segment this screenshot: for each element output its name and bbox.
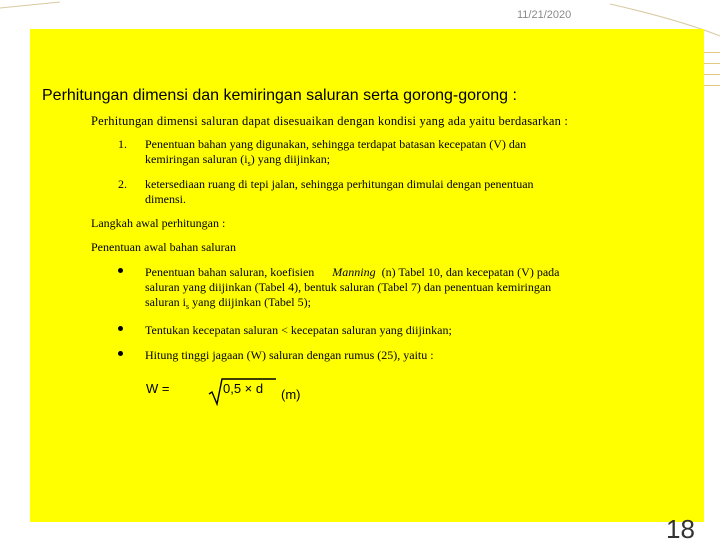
bullet-icon <box>118 268 123 273</box>
bullet-item-1-text <box>145 265 559 311</box>
intro-paragraph: Perhitungan dimensi saluran dapat disesuaikan dengan kondisi yang ada yaitu berdasarkan : <box>91 114 569 128</box>
step-label: Langkah awal perhitungan : <box>91 216 226 230</box>
numbered-item-2-line1: ketersediaan ruang di tepi jalan, sehingga perhitungan dimulai dengan penentuan <box>145 177 534 191</box>
bullet-item-1-line3: saluran $i_s$ yang diijinkan (Tabel 5); <box>145 295 311 311</box>
numbered-item-1-text <box>145 137 526 168</box>
numbered-item-2-text <box>145 177 534 207</box>
numbered-item-1-line1: Penentuan bahan yang digunakan, sehingga terdapat batasan kecepatan (V) dan <box>145 137 527 151</box>
bullet-item-3-text: Hitung tinggi jagaan (W) saluran dengan rumus (25), yaitu : <box>145 348 434 362</box>
bullet-item-1-line1: Penentuan bahan saluran, koefisien Manning (n) Tabel 10, dan kecepatan (V) pada <box>145 265 560 279</box>
page-number: 18 <box>666 514 695 544</box>
bullet-icon <box>118 326 123 331</box>
numbered-item-1-line2: kemiringan saluran $(i_s)$ yang diijinkan; <box>145 152 331 168</box>
slide-title: Perhitungan dimensi dan kemiringan saluran serta gorong-gorong : <box>42 87 517 104</box>
section-label: Penentuan awal bahan saluran <box>91 240 236 254</box>
bullet-item-2-text: Tentukan kecepatan saluran < kecepatan saluran yang diijinkan; <box>145 323 452 337</box>
numbered-item-1-number: 1. <box>118 137 127 151</box>
slide-date: 11/21/2020 <box>517 9 572 21</box>
formula-unit: (m) <box>281 387 301 402</box>
formula-radicand: 0,5 × d <box>223 381 264 396</box>
formula-lhs: W = <box>146 381 170 396</box>
numbered-item-2-number: 2. <box>118 177 127 191</box>
numbered-item-2-line2: dimensi. <box>145 192 186 206</box>
bullet-item-1-line2: saluran yang diijinkan (Tabel 4), bentuk saluran (Tabel 7) dan penentuan kemiringan <box>145 280 552 294</box>
manning-term: Manning <box>332 265 376 279</box>
bullet-icon <box>118 351 123 356</box>
